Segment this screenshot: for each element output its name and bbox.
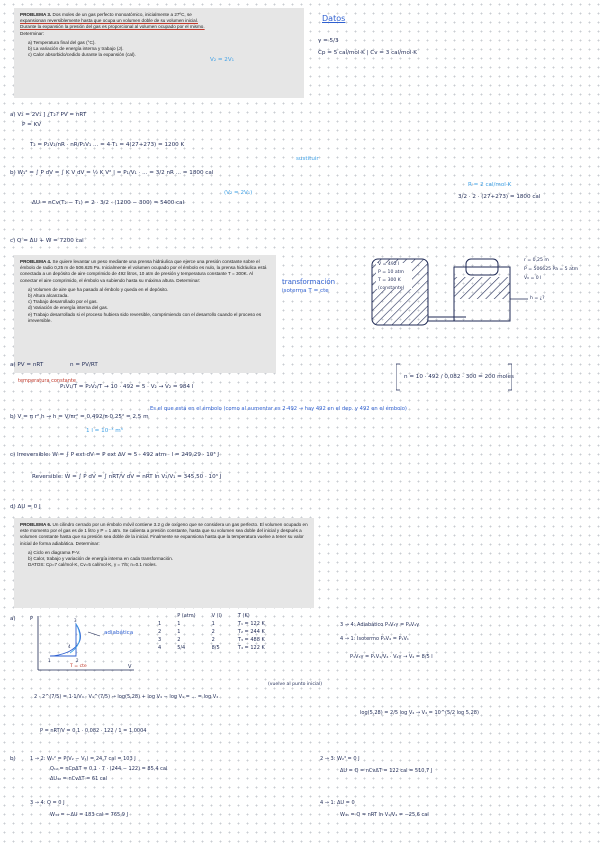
problem-3-line-4: Determinar: bbox=[20, 30, 44, 36]
problem-3-option-a: a) Temperatura final del gas (°C). bbox=[28, 39, 96, 45]
table-cell: 2 bbox=[177, 637, 181, 643]
p6-b-23-w: 2 → 3: W₂³ = 0 J bbox=[320, 756, 360, 762]
problem-6-options bbox=[28, 550, 308, 569]
piston-r: r = 0,25 m bbox=[524, 258, 549, 263]
problem-6-datos: DATOS: Cp=7 cal/mol·K, Cv=5 cal/mol·K, γ = 7/5; n=0.1 moles. bbox=[28, 562, 157, 568]
datos-gamma: γ = 5/3 bbox=[318, 38, 339, 44]
p3-answer-c: c) Q = ΔU + W = 7200 cal bbox=[10, 238, 84, 244]
table-cell: T₂ = 244 K bbox=[237, 629, 265, 635]
p4-n-bracket bbox=[396, 362, 512, 392]
table-cell: T₃ = 488 K bbox=[237, 637, 265, 643]
problem-4-statement bbox=[14, 255, 276, 373]
problem-3-title: PROBLEMA 3. bbox=[20, 12, 52, 17]
svg-text:4: 4 bbox=[68, 644, 71, 649]
problem-4-option-a: a) Volumen de aire que ha pasado al émbolo y queda en el depósito. bbox=[28, 286, 169, 292]
svg-text:1: 1 bbox=[48, 658, 51, 663]
table-cell: T₁ = 122 K bbox=[237, 621, 265, 627]
svg-text:P: P bbox=[30, 616, 34, 622]
t-cte-label: T = cte bbox=[70, 664, 87, 669]
problem-6-title: PROBLEMA 6. bbox=[20, 522, 52, 527]
piston-p: P = 506625 Pa = 5 atm bbox=[524, 267, 579, 272]
state-table-header-cell bbox=[150, 612, 169, 620]
problem-3-option-b: b) La variación de energía interna y trabajo (J). bbox=[28, 46, 124, 52]
p6-answer-b: b) bbox=[10, 756, 16, 762]
p3-answer-b: b) W₁² = ∫ P dV = ∫ K V dV = ½ K V² | = P₁/V₁ · ... = 3/2 nR ... = 1800 cal bbox=[10, 170, 214, 176]
p3-note-r: R = 2 cal/mol·K bbox=[468, 182, 512, 188]
state-table-header-cell: P (atm) bbox=[177, 613, 196, 619]
table-row bbox=[150, 620, 273, 628]
problem-4-option-b: b) Altura alcanzada. bbox=[28, 293, 69, 299]
table-row bbox=[150, 636, 273, 644]
p6-b-41-du: 4 → 1: ΔU = 0 bbox=[320, 800, 355, 806]
datos-cp-cv: Cp = 5 cal/mol·K | Cv = 3 cal/mol·K bbox=[318, 50, 417, 56]
p6-eq-3: P = nRT/V = 0,1 · 0,082 · 122 / 1 = 1,0004 bbox=[40, 728, 147, 734]
p6-b-12-q: Q₁₂ = nCpΔT = 0,1 · 7 · (244 − 122) = 85,4 cal bbox=[50, 766, 168, 772]
svg-text:3: 3 bbox=[74, 618, 77, 623]
datos-heading: Datos bbox=[322, 14, 346, 23]
table-cell: 8/5 bbox=[211, 645, 220, 651]
p4-b-conv: 1 l = 10⁻³ m³ bbox=[86, 428, 123, 434]
tank-p: P = 10 atm bbox=[378, 270, 404, 275]
p3-du: ΔU = nCv(T₂ − T₁) = 2 · 3/2 · (1200 − 300) = 5400 cal bbox=[32, 200, 185, 206]
table-cell: 2 bbox=[158, 629, 162, 635]
tank-t: T = 300 K bbox=[378, 278, 401, 283]
table-note: (vuelve al punto inicial) bbox=[268, 682, 323, 687]
p6-b-34-q: 3 → 4: Q = 0 J bbox=[30, 800, 65, 806]
state-table-header bbox=[150, 612, 273, 620]
problem-3-options bbox=[28, 40, 298, 59]
problem-4-option-d: d) Variación de energía interna del gas. bbox=[28, 305, 109, 311]
p6-b-41-w: W₄₁ = Q = nRT ln V₁/V₄ = −25,6 cal bbox=[340, 812, 429, 818]
state-table bbox=[150, 612, 273, 652]
table-cell: 1 bbox=[177, 621, 181, 627]
isoterma-label: isoterma T = cte bbox=[282, 288, 329, 294]
p6-b-34-w: W₃₄ = −ΔU = 183 cal = 765,9 J bbox=[50, 812, 129, 818]
adiabatica-label: adiabática bbox=[104, 630, 134, 636]
p3-answer-a-p: P = KV bbox=[22, 122, 42, 128]
p3-b-result: 3/2 · 2 · (27+273) = 1800 cal bbox=[458, 194, 541, 200]
table-row bbox=[150, 628, 273, 636]
table-cell: 2 bbox=[211, 637, 215, 643]
problem-3-statement bbox=[14, 8, 304, 98]
problem-6-statement bbox=[14, 518, 314, 608]
p6-eq-1: 2 · 2^(7/5) = 1·1/V₄ · V₄^(7/5) → log(5,28) + log V₄ − log V₄ = ... = log V₄ bbox=[34, 694, 219, 700]
p6-eq-2: log(5,28) = 2/5 log V₄ → V₄ = 10^(5/2 log 5,28) bbox=[360, 710, 479, 716]
p6-b-23-du: ΔU = Q = nCvΔT = 122 cal = 510,7 J bbox=[340, 768, 433, 774]
problem-6-option-b: b) Calor, trabajo y variación de energía interna en cada transformación. bbox=[28, 556, 174, 562]
state-table-header-cell: T (K) bbox=[237, 613, 250, 619]
p4-answer-d: d) ΔU = 0 J bbox=[10, 504, 41, 510]
svg-text:2: 2 bbox=[76, 658, 79, 663]
p6-right-2: 4 → 1: Isotermo P₄V₄ = P₁V₁ bbox=[340, 636, 409, 642]
temp-constante-label: temperatura constante bbox=[18, 378, 76, 384]
svg-text:V: V bbox=[128, 664, 132, 670]
problem-3-option-c: c) Calor absorbido/cedido durante la expansión (cal). bbox=[28, 52, 136, 58]
p6-b-12-du: ΔU₁₂ = nCvΔT = 61 cal bbox=[50, 776, 108, 782]
problem-4-text: Se quiere levantar un peso mediante una prensa hidráulica que ejerce una presión constante sobre el émbolo de radio 0,25 m de 506.625 Pa. Inicialmente el volumen ocupado por el émbolo es nulo, la prensa hidráulica está conectada a un depósito de aire comprimido de 492 litros, 10 atm de presión y temperatura constante T = 300K. Al conectar el aire comprimido, el émbolo va subiendo hasta su máxima altura. Determinar: bbox=[20, 259, 267, 283]
v2-note: V₂ = 2V₁ bbox=[210, 57, 234, 63]
p4-answer-b: b) V = π r² h → h = V/πr² = 0,492/π·0,25² = 2,5 m bbox=[10, 414, 149, 420]
p4-answer-a: a) PV = nRT bbox=[10, 362, 44, 368]
p3-answer-a-t2: T₂ = P₂V₂/nR · nR/P₁V₁ ... = 4·T₁ = 4(27+273) = 1200 K bbox=[30, 142, 185, 148]
p4-answer-a-v2: P₁V₁/T = P₂V₂/T → 10 · 492 = 5 · V₂ → V₂ = 984 l bbox=[60, 384, 194, 390]
p3-answer-a: a) V₂ = 2V₁ ] ¿T₂? PV = nRT bbox=[10, 112, 87, 118]
table-cell: 1 bbox=[177, 629, 181, 635]
problem-3-line-1: Dos moles de un gas perfecto monoatómico, inicialmente a 27ºC, se bbox=[52, 12, 192, 17]
p6-right-3: P₃V₃γ = P₁V₁/V₄ · V₄γ → V₄ = 8/5 l bbox=[350, 654, 433, 660]
problem-4-title: PROBLEMA 4. bbox=[20, 259, 52, 264]
p4-b-note: Es el que está en el émbolo (como al aumentar es 2·492 → hay 492 en el dep. y 492 en el émbolo) bbox=[150, 406, 407, 412]
problem-4-option-e: e) Trabajo desarrollado si el proceso hubiera sido reversible, comprimiendo con el desarrollo cuando el proceso es irreversible. bbox=[28, 311, 262, 323]
p3-note-sustituir: sustituir bbox=[296, 156, 319, 162]
problem-6-option-a: a) Ciclo en diagrama P-V. bbox=[28, 549, 81, 555]
transformacion-label: transformación bbox=[282, 278, 336, 286]
table-cell: T₄ = 122 K bbox=[237, 645, 265, 651]
table-cell: 4 bbox=[158, 645, 162, 651]
p4-answer-a-n: n = PV/RT bbox=[70, 362, 98, 368]
table-cell: 1 bbox=[158, 621, 162, 627]
table-cell: 5/4 bbox=[177, 645, 186, 651]
problem-6-text: Un cilindro cerrado por un émbolo móvil contiene 3.2 g de oxígeno que se considera un gas perfecto. El volumen ocupado en este momento por el gas es de 1 litro y P = 1 atm. Se calienta a presión constante, hasta que su volumen sea doble del inicial y después a volumen constante hasta que su presión sea doble de la inicial. Finalmente se expansiona hasta que la temperatura vuelve a tener su valor inicial de forma adiabática. Determinar: bbox=[20, 522, 308, 546]
state-table-header-cell: V (l) bbox=[211, 613, 222, 619]
table-row bbox=[150, 644, 273, 652]
problem-3-line-3: Durante la expansión la presión del gas es proporcional al volumen ocupado por el mismo. bbox=[20, 24, 205, 30]
p6-answer-a: a) bbox=[10, 616, 16, 622]
problem-4-option-c: c) Trabajo desarrollado por el gas. bbox=[28, 299, 98, 305]
p6-right-1: 3 → 4: Adiabático P₃V₃γ = P₄V₄γ bbox=[340, 622, 420, 628]
tank-const: (constante) bbox=[378, 286, 405, 291]
piston-h: h = ¿? bbox=[530, 296, 545, 301]
p4-n-result: n = 10 · 492 / 0,082 · 300 = 200 moles bbox=[404, 374, 514, 380]
p4-answer-c-rev: Reversible: W = ∫ P dV = ∫ nRT/V dV = nRT ln V₂/V₁ = 345,50 · 10³ J bbox=[32, 474, 222, 480]
piston-v0: V₀ = 0 l bbox=[524, 276, 542, 281]
table-cell: 3 bbox=[158, 637, 162, 643]
p3-note-v2: (V₂ = 2V₁) bbox=[224, 190, 253, 196]
table-cell: 1 bbox=[211, 621, 215, 627]
problem-3-line-2: expansionan reversiblemente hasta que ocupa un volumen doble de su volumen inicial. bbox=[20, 18, 198, 24]
p4-answer-c-irrev: c) Irreversible: W = ∫ P ext dV = P ext ΔV = 5 · 492 atm · l = 249,29 · 10³ J bbox=[10, 452, 220, 458]
tank-v: V = 492 l bbox=[378, 262, 400, 267]
table-cell: 2 bbox=[211, 629, 215, 635]
p6-b-12-w: 1 → 2: W₁² = P(V₂ − V₁) = 24,7 cal = 103 J bbox=[30, 756, 136, 762]
problem-4-options bbox=[28, 287, 270, 324]
